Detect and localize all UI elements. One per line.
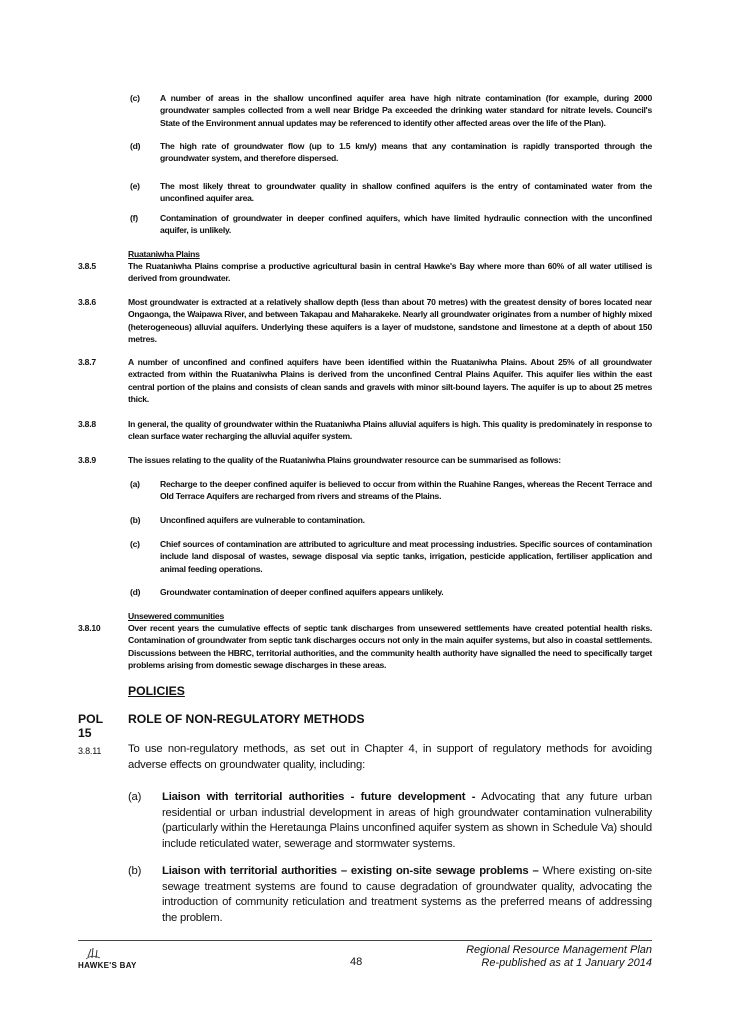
paragraph-text: Most groundwater is extracted at a relatively shallow depth (less than about 70 metres) with the greatest density of bores located near Ongaonga, the Waipawa River, and between Takapau and Maharakeke. Nearly all groundwater originates from a number of highly mixed (heterogeneous) alluvial aquifers. Underlying these aquifers is a layer of mudstone, sandstone and limestone at a depth of about 150 metres. <box>128 297 652 345</box>
policy-code: POL 15 <box>78 712 103 740</box>
hawkes-bay-logo-icon <box>78 945 158 975</box>
item-text: Contamination of groundwater in deeper confined aquifers, which have limited hydraulic connection with the unconfined aquifer, is unlikely. <box>160 213 652 236</box>
item-label: (c) <box>130 539 140 549</box>
plan-title: Regional Resource Management Plan <box>466 944 652 956</box>
list-item <box>130 180 652 205</box>
paragraph-text: A number of unconfined and confined aquifers have been identified within the Ruataniwha Plains. About 25% of all groundwater extracted from within the Ruataniwha Plains is derived from the unconfined Central Plains Aquifer. This aquifer lies within the east central portion of the plains and consists of clean sands and gravels with minor silt-bound layers. The aquifer is up to about 25 metres thick. <box>128 357 652 405</box>
item-label: (a) <box>130 479 140 489</box>
item-bold-lead: Liaison with territorial authorities – existing on-site sewage problems – <box>162 865 539 877</box>
subheading-ruataniwha: Ruataniwha Plains <box>128 249 200 259</box>
item-text: Recharge to the deeper confined aquifer is believed to occur from within the Ruahine Ranges, whereas the Recent Terrace and Old Terrace Aquifers are recharged from rivers and streams of the Plains. <box>160 479 652 502</box>
list-item <box>130 140 652 165</box>
list-item <box>130 478 652 503</box>
item-label: (f) <box>130 213 138 223</box>
paragraph-number: 3.8.11 <box>78 746 102 756</box>
page-number: 48 <box>350 956 363 968</box>
item-text: A number of areas in the shallow unconfined aquifer area have high nitrate contamination (for example, during 2000 groundwater samples collected from a well near Bridge Pa exceeded the drinking water standard for nitrate levels. Council's State of the Environment annual updates may be referenced to identify other affected areas over the life of the Plan). <box>160 93 652 128</box>
item-body: Advocating that any future urban residential or urban industrial development in areas of high groundwater contamination vulnerability (particularly within the Heretaunga Plains unconfined aquifer system as shown in Schedule Va) should include reticulated water, sewerage and stormwater systems. <box>162 791 653 850</box>
item-label: (e) <box>130 181 140 191</box>
item-label: (d) <box>130 587 141 597</box>
subheading-unsewered: Unsewered communities <box>128 611 224 621</box>
paragraph-number: 3.8.6 <box>78 297 96 307</box>
item-text: The high rate of groundwater flow (up to 1.5 km/y) means that any contamination is rapidly transported through the groundwater system, and therefore dispersed. <box>160 141 652 164</box>
item-body: Where existing on-site sewage treatment systems are found to cause degradation of groundwater quality, advocating the introduction of community reticulation and treatment systems as the preferred means of addressing the problem. <box>162 865 652 924</box>
paragraph-number: 3.8.8 <box>78 419 96 429</box>
policy-title: ROLE OF NON-REGULATORY METHODS <box>128 712 365 726</box>
paragraph-number: 3.8.9 <box>78 455 96 465</box>
policies-heading: POLICIES <box>128 684 185 698</box>
republished-date: Re-published as at 1 January 2014 <box>481 957 652 969</box>
list-item <box>130 538 652 575</box>
paragraph-number: 3.8.10 <box>78 623 101 633</box>
item-text: Groundwater contamination of deeper confined aquifers appears unlikely. <box>160 587 444 597</box>
item-label: (d) <box>130 141 141 151</box>
list-item <box>130 92 652 129</box>
list-item <box>130 212 652 237</box>
item-label: (b) <box>128 865 142 877</box>
item-text: The most likely threat to groundwater quality in shallow confined aquifers is the entry of contaminated water from the unconfined aquifer area. <box>160 181 652 204</box>
paragraph-number: 3.8.7 <box>78 357 96 367</box>
item-label: (b) <box>130 515 141 525</box>
list-item <box>130 586 652 598</box>
list-item <box>128 790 652 852</box>
list-item <box>128 864 652 926</box>
item-text <box>162 864 652 926</box>
paragraph-text: To use non-regulatory methods, as set out in Chapter 4, in support of regulatory methods for avoiding adverse effects on groundwater quality, including: <box>128 743 652 771</box>
footer-plan-info <box>440 944 652 970</box>
logo-text: HAWKE'S BAY <box>78 961 137 970</box>
paragraph-text: In general, the quality of groundwater within the Ruataniwha Plains alluvial aquifers is high. This quality is predominately in response to clean surface water recharging the alluvial aquifer system. <box>128 419 652 442</box>
list-item <box>130 514 652 526</box>
item-text: Unconfined aquifers are vulnerable to contamination. <box>160 515 365 525</box>
footer-divider <box>78 940 652 941</box>
item-text: Chief sources of contamination are attributed to agriculture and meat processing industries. Specific sources of contamination include land disposal of wastes, sewage disposal via septic tanks, irrigation, pesticide application, fertiliser application and animal feeding operations. <box>160 539 652 574</box>
item-bold-lead: Liaison with territorial authorities - future development - <box>162 791 476 803</box>
item-label: (a) <box>128 791 142 803</box>
item-text <box>162 790 652 852</box>
paragraph-number: 3.8.5 <box>78 261 96 271</box>
item-label: (c) <box>130 93 140 103</box>
paragraph-text: Over recent years the cumulative effects of septic tank discharges from unsewered settlements have created potential health risks. Contamination of groundwater from septic tank discharges occurs not only in the main aquifer systems, but also in coastal settlements. Discussions between the HBRC, territorial authorities, and the community health authority have signalled the need to specifically target problems arising from domestic sewage discharges in these areas. <box>128 623 652 671</box>
paragraph-text: The Ruataniwha Plains comprise a productive agricultural basin in central Hawke's Bay where more than 60% of all water utilised is derived from groundwater. <box>128 261 652 284</box>
paragraph-text: The issues relating to the quality of the Ruataniwha Plains groundwater resource can be summarised as follows: <box>128 455 561 465</box>
